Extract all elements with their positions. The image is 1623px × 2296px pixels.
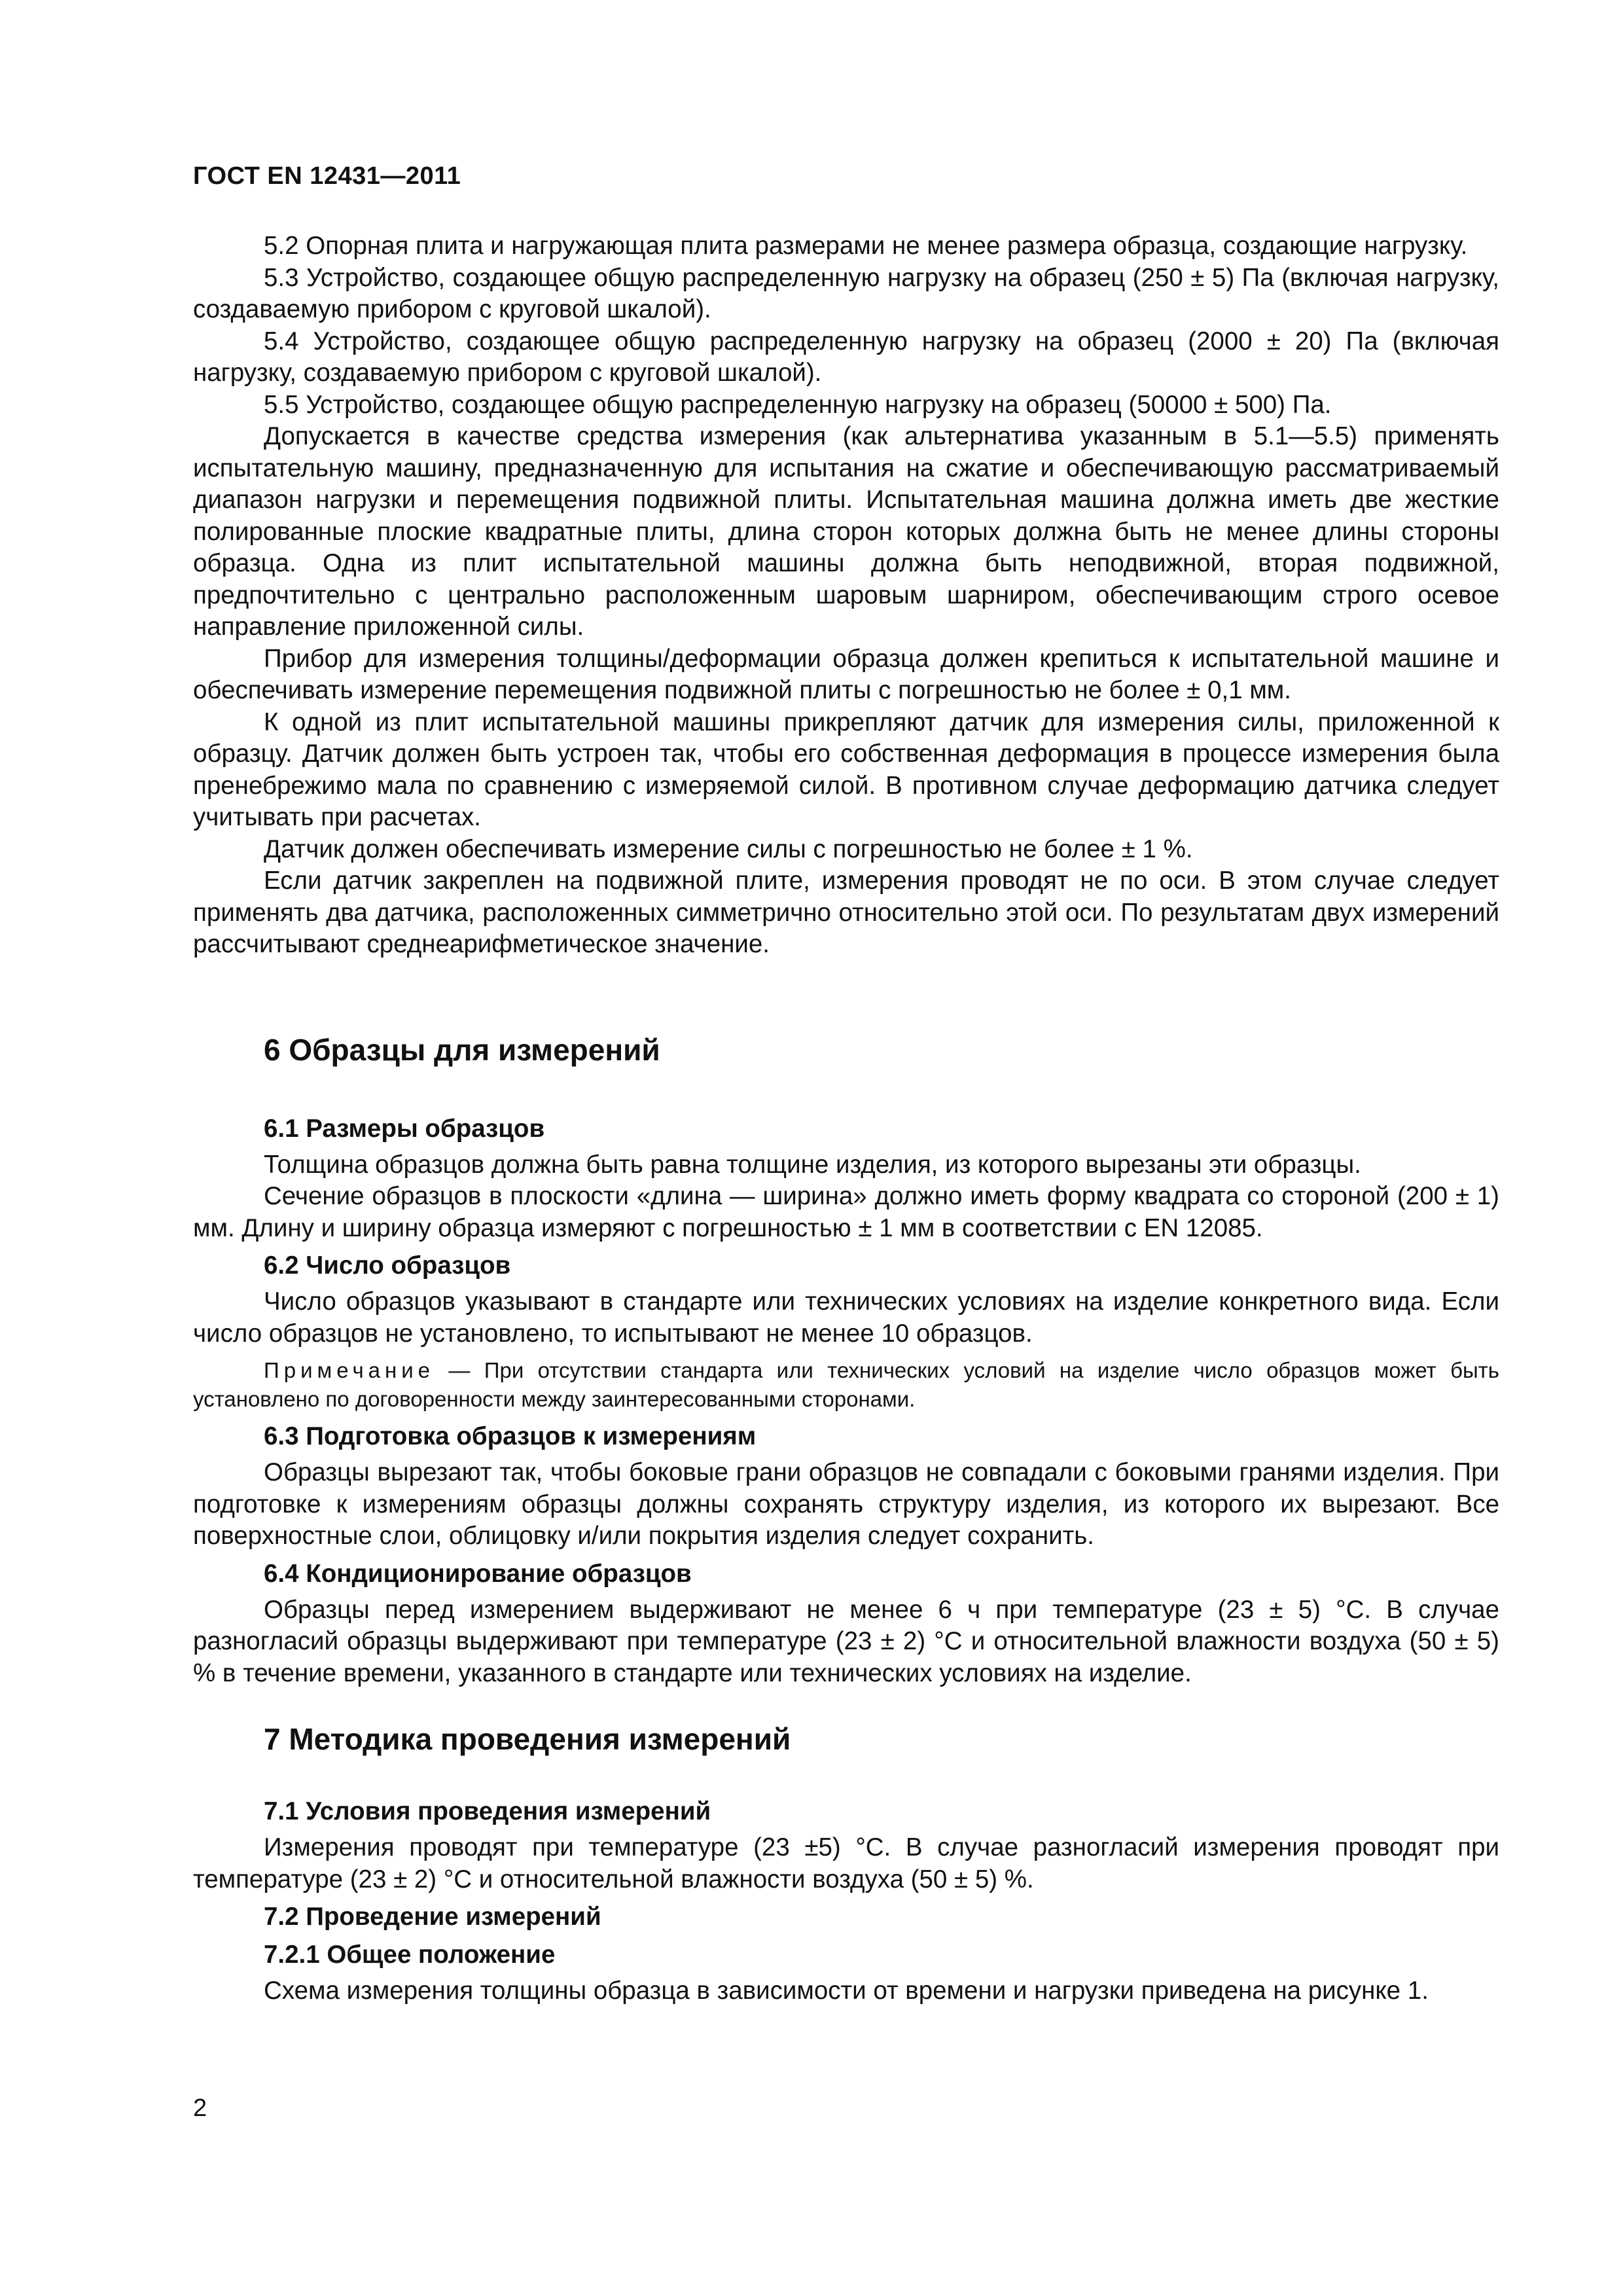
section-7-heading: 7 Методика проведения измерений	[264, 1722, 791, 1756]
subsection-7-2-1-heading: 7.2.1 Общее положение	[264, 1941, 556, 1969]
paragraph-thickness-device: Прибор для измерения толщины/деформации образца должен крепиться к испытательной машине и обеспечивать измерение перемещения подвижной плиты с погрешностью не более ± 0,1 мм.	[193, 644, 1499, 704]
paragraph-6-4: Образцы перед измерением выдерживают не менее 6 ч при температуре (23 ± 5) °С. В случае разногласий образцы выдерживают при температуре (23 ± 2) °С и относительной влажности воздуха (50 ± 5) % в течение времени, указанного в стандарте или технических условиях на изделие.	[193, 1595, 1499, 1687]
page-number: 2	[193, 2094, 207, 2122]
note	[193, 1356, 1499, 1414]
paragraph-7-2-1: Схема измерения толщины образца в зависимости от времени и нагрузки приведена на рисунке 1.	[264, 1977, 1429, 2005]
document-header: ГОСТ EN 12431—2011	[193, 162, 461, 190]
section-6-heading: 6 Образцы для измерений	[264, 1032, 660, 1067]
paragraph-5-2: 5.2 Опорная плита и нагружающая плита размерами не менее размера образца, создающие нагрузку.	[264, 232, 1468, 260]
paragraph-sensor-placement: Если датчик закреплен на подвижной плите, измерения проводят не по оси. В этом случае следует применять два датчика, расположенных симметрично относительно этой оси. По результатам двух измерений рассчитывают среднеарифметическое значение.	[193, 867, 1499, 958]
subsection-6-3-heading: 6.3 Подготовка образцов к измерениям	[264, 1422, 757, 1450]
paragraph-5-3: 5.3 Устройство, создающее общую распределенную нагрузку на образец (250 ± 5) Па (включая нагрузку, создаваемую прибором с круговой шкалой).	[193, 263, 1499, 323]
paragraph-test-machine: Допускается в качестве средства измерения (как альтернатива указанным в 5.1—5.5) применять испытательную машину, предназначенную для испытания на сжатие и обеспечивающую рассматриваемый диапазон нагрузки и перемещения подвижной плиты. Испытательная машина должна иметь две жесткие полированные плоские квадратные плиты, длина сторон которых должна быть не менее длины стороны образца. Одна из плит испытательной машины должна быть неподвижной, вторая подвижной, предпочтительно с центрально расположенным шаровым шарниром, обеспечивающим строго осевое направление приложенной силы.	[193, 422, 1499, 641]
paragraph-6-1-a: Толщина образцов должна быть равна толщине изделия, из которого вырезаны эти образцы.	[264, 1150, 1361, 1179]
paragraph-7-1: Измерения проводят при температуре (23 ±5) °С. В случае разногласий измерения проводят при температуре (23 ± 2) °С и относительной влажности воздуха (50 ± 5) %.	[193, 1833, 1499, 1893]
paragraph-6-3: Образцы вырезают так, чтобы боковые грани образцов не совпадали с боковыми гранями изделия. При подготовке к измерениям образцы должны сохранять структуру изделия, из которого их вырезают. Все поверхностные слои, облицовку и/или покрытия изделия следует сохранить.	[193, 1458, 1499, 1550]
subsection-6-2-heading: 6.2 Число образцов	[264, 1251, 511, 1280]
paragraph-6-2: Число образцов указывают в стандарте или технических условиях на изделие конкретного вида. Если число образцов не установлено, то испытывают не менее 10 образцов.	[193, 1287, 1499, 1348]
subsection-7-2-heading: 7.2 Проведение измерений	[264, 1903, 601, 1931]
subsection-7-1-heading: 7.1 Условия проведения измерений	[264, 1797, 711, 1825]
paragraph-5-5: 5.5 Устройство, создающее общую распределенную нагрузку на образец (50000 ± 500) Па.	[264, 390, 1332, 419]
note-text: — При отсутствии стандарта или технических условий на изделие число образцов может быть установлено по договоренности между заинтересованными сторонами.	[193, 1358, 1499, 1411]
subsection-6-1-heading: 6.1 Размеры образцов	[264, 1114, 545, 1143]
paragraph-5-4: 5.4 Устройство, создающее общую распределенную нагрузку на образец (2000 ± 20) Па (включая нагрузку, создаваемую прибором с круговой шкалой).	[193, 327, 1499, 387]
document-body	[193, 230, 1499, 2007]
note-label: Примечание	[264, 1358, 435, 1382]
paragraph-sensor-accuracy: Датчик должен обеспечивать измерение силы с погрешностью не более ± 1 %.	[264, 834, 1193, 863]
subsection-6-4-heading: 6.4 Кондиционирование образцов	[264, 1559, 692, 1588]
paragraph-force-sensor: К одной из плит испытательной машины прикрепляют датчик для измерения силы, приложенной к образцу. Датчик должен быть устроен так, чтобы его собственная деформация в процессе измерения была пренебрежимо мала по сравнению с измеряемой силой. В противном случае деформацию датчика следует учитывать при расчетах.	[193, 708, 1499, 831]
paragraph-6-1-b: Сечение образцов в плоскости «длина — ширина» должно иметь форму квадрата со стороной (200 ± 1) мм. Длину и ширину образца измеряют с погрешностью ± 1 мм в соответствии с EN 12085.	[193, 1182, 1499, 1242]
